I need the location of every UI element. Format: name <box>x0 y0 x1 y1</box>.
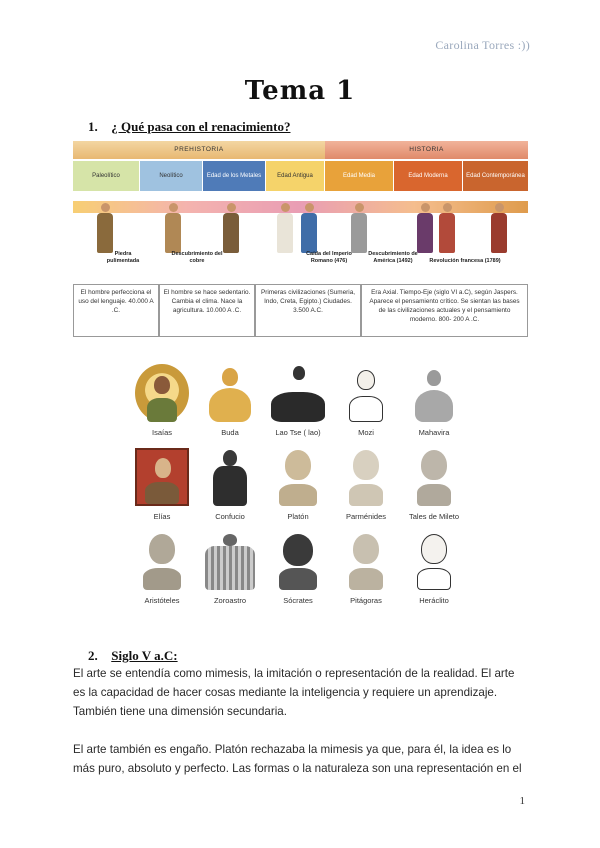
event-label-revolution: Revolución francesa (1789) <box>429 258 501 264</box>
thinker-name: Pitágoras <box>350 596 382 605</box>
thinker-name: Heráclito <box>419 596 449 605</box>
event-label-america: Descubrimiento de América (1492) <box>368 251 418 264</box>
thinker-name: Aristóteles <box>144 596 180 605</box>
figure-paleolithic-icon <box>97 203 113 253</box>
thinker-card <box>130 448 194 528</box>
mozi-drawing-icon <box>339 364 393 422</box>
section-heading-2 <box>88 648 178 664</box>
tales-bust-icon <box>407 448 461 506</box>
event-label-rome: Caída del Imperio Romano (476) <box>306 251 352 264</box>
era-metals: Edad de los Metales <box>203 161 265 191</box>
platon-bust-icon <box>271 448 325 506</box>
era-paleolithic: Paleolítico <box>73 161 139 191</box>
thinker-name: Elías <box>153 512 171 521</box>
isaias-portrait-icon <box>135 364 189 422</box>
elias-icon-icon <box>135 448 189 506</box>
figure-middle-icon <box>351 203 367 253</box>
thinker-name: Lao Tse ( lao) <box>275 428 321 437</box>
aristoteles-bust-icon <box>135 532 189 590</box>
section-title: ¿ Qué pasa con el renacimiento? <box>111 119 291 134</box>
thinker-card <box>130 364 194 444</box>
period-bar-history: HISTORIA <box>325 141 528 159</box>
thinker-name: Sócrates <box>283 596 313 605</box>
thinker-card <box>402 448 466 528</box>
thinkers-grid <box>130 364 470 612</box>
thinker-card <box>266 364 330 444</box>
section-title: Siglo V a.C: <box>111 648 178 663</box>
paragraph-platon: El arte también es engaño. Platón rechazaba la mimesis ya que, para él, la idea es lo más puro, absoluto y perfecto. Las formas o la naturaleza son una representación en el <box>73 743 522 775</box>
section-number: 2. <box>88 648 98 663</box>
mahavira-statue-icon <box>407 364 461 422</box>
thinker-name: Mahavira <box>418 428 450 437</box>
era-middle: Edad Media <box>325 161 393 191</box>
figure-modern-1-icon <box>417 203 433 253</box>
buda-statue-icon <box>203 364 257 422</box>
thinker-name: Tales de Mileto <box>408 512 460 521</box>
thinker-card <box>198 532 262 612</box>
section-number: 1. <box>88 119 98 134</box>
parmenides-bust-icon <box>339 448 393 506</box>
timeline-note-3: Primeras civilizaciones (Sumeria, Indo, Creta, Egipto.) Ciudades. 3.500 A.C. <box>255 284 361 337</box>
era-modern: Edad Moderna <box>394 161 462 191</box>
thinker-card <box>266 448 330 528</box>
figure-neolithic-icon <box>165 203 181 253</box>
thinker-card <box>198 364 262 444</box>
thinker-name: Confucio <box>215 512 245 521</box>
paragraph-mimesis: El arte se entendía como mimesis, la imitación o representación de la realidad. El arte es la capacidad de hacer cosas mediante la inteligencia y requiere un aprendizaje. También tiene una dimensión secundaria. <box>73 667 515 718</box>
timeline-note-2: El hombre se hace sedentario. Cambia el clima. Nace la agricultura. 10.000 A .C. <box>159 284 255 337</box>
document-title: Tema 1 <box>244 76 356 106</box>
socrates-drawing-icon <box>271 532 325 590</box>
thinker-card <box>130 532 194 612</box>
thinker-card <box>198 448 262 528</box>
thinker-card <box>266 532 330 612</box>
thinker-card <box>402 532 466 612</box>
figure-ancient-2-icon <box>301 203 317 253</box>
author-header: Carolina Torres :)) <box>435 38 530 52</box>
thinker-name: Platón <box>287 512 309 521</box>
heraclito-drawing-icon <box>407 532 461 590</box>
thinker-name: Parménides <box>345 512 387 521</box>
thinker-card <box>402 364 466 444</box>
figure-contemporary-icon <box>491 203 507 253</box>
timeline-note-1: El hombre perfecciona el uso del lenguaje. 40.000 A .C. <box>73 284 159 337</box>
era-contemporary: Edad Contemporánea <box>463 161 528 191</box>
thinker-name: Isaías <box>151 428 172 437</box>
era-ancient: Edad Antigua <box>266 161 324 191</box>
thinker-card <box>334 532 398 612</box>
timeline-figures <box>73 193 528 253</box>
era-neolithic: Neolítico <box>140 161 202 191</box>
pitagoras-bust-icon <box>339 532 393 590</box>
zoroastro-relief-icon <box>203 532 257 590</box>
figure-metals-icon <box>223 203 239 253</box>
figure-ancient-1-icon <box>277 203 293 253</box>
page-number: 1 <box>519 795 525 807</box>
timeline-note-4: Era Axial. Tiempo-Eje (siglo VI a.C), según Jaspers. Aparece el pensamiento crítico. Se sientan las bases de las civilizaciones actuales y el pensamiento moderno. 800- 200 A .C. <box>361 284 528 337</box>
event-label-stone: Piedra pulimentada <box>106 251 140 264</box>
section-heading-1 <box>88 119 290 135</box>
history-timeline <box>73 141 528 337</box>
thinker-card <box>334 448 398 528</box>
thinker-name: Zoroastro <box>213 596 247 605</box>
figure-modern-2-icon <box>439 203 455 253</box>
thinker-card <box>334 364 398 444</box>
thinker-name: Mozi <box>358 428 374 437</box>
thinker-name: Buda <box>221 428 239 437</box>
confucio-statue-icon <box>203 448 257 506</box>
lao-tse-buffalo-icon <box>271 364 325 422</box>
event-label-copper: Descubrimiento del cobre <box>171 251 223 264</box>
period-bar-prehistory: PREHISTORIA <box>73 141 325 159</box>
